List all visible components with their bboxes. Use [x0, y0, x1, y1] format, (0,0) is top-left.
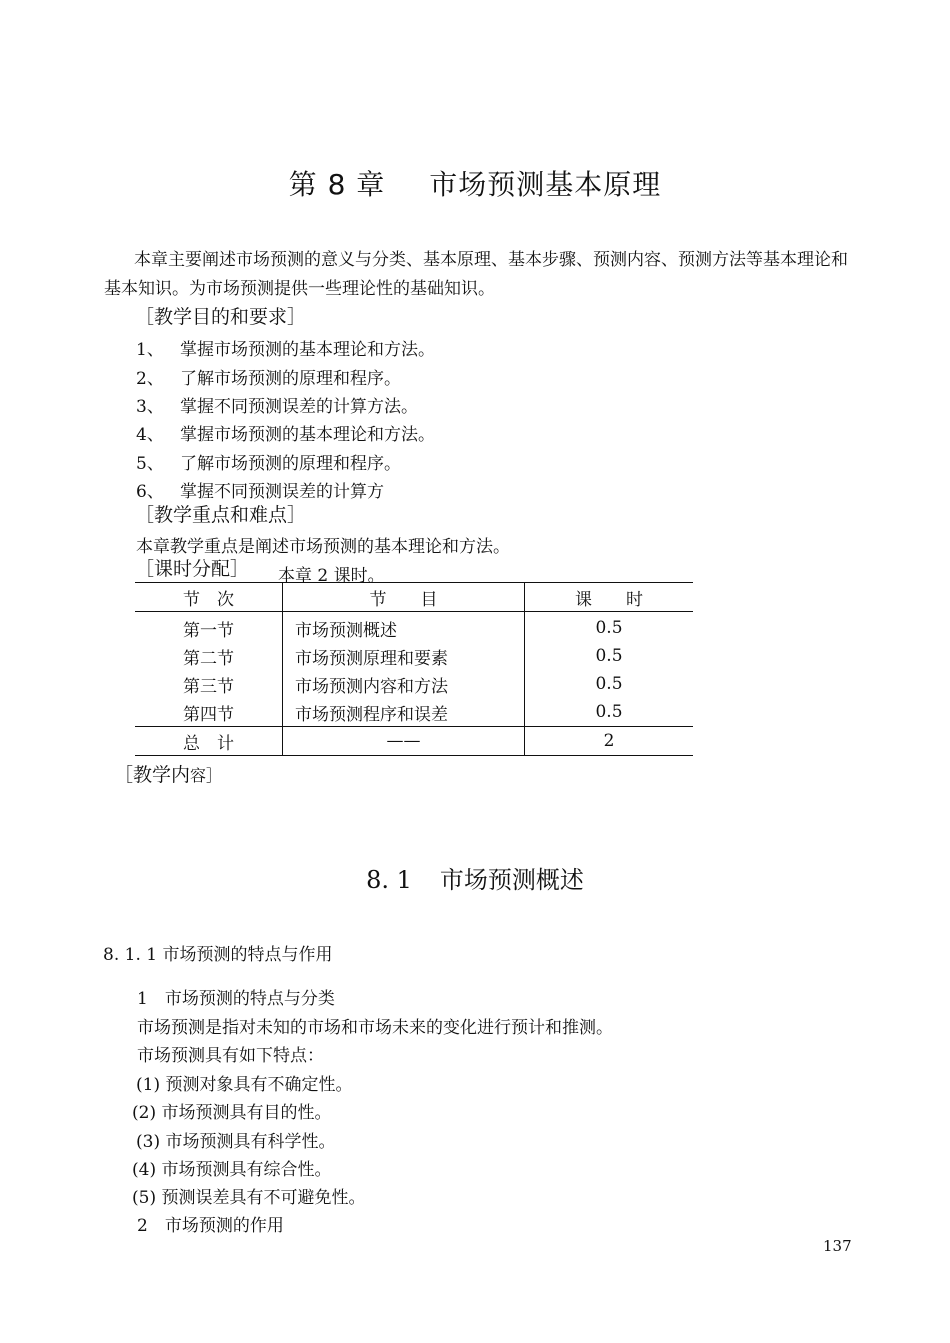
schedule-table: [135, 582, 693, 756]
objective-item: 6、 掌握不同预测误差的计算方: [136, 482, 384, 502]
table-header-row: [135, 583, 693, 612]
objective-item: 5、 了解市场预测的原理和程序。: [136, 454, 401, 474]
objective-item: 3、 掌握不同预测误差的计算方法。: [136, 397, 418, 417]
column-header: 课 时: [525, 583, 694, 612]
feature-item: (1) 预测对象具有不确定性。: [136, 1075, 353, 1095]
section-title: 8. 1 市场预测概述: [366, 866, 584, 894]
table-row: 第四节 市场预测程序和误差 0.5: [135, 698, 693, 727]
feature-item: (2) 市场预测具有目的性。: [132, 1103, 332, 1123]
page-number: 137: [823, 1237, 852, 1255]
chapter-number: 第 8 章: [288, 168, 386, 201]
table-total-row: 总 计 —— 2: [135, 727, 693, 756]
key-points-text: 本章教学重点是阐述市场预测的基本理论和方法。: [136, 537, 510, 557]
objective-item: 1、 掌握市场预测的基本理论和方法。: [136, 340, 435, 360]
chapter-name: 市场预测基本原理: [429, 168, 662, 201]
objectives-heading: ［教学目的和要求］: [135, 306, 307, 328]
objective-item: 4、 掌握市场预测的基本理论和方法。: [136, 425, 435, 445]
schedule-note: 本章 2 课时。: [278, 566, 385, 586]
table-row: 第二节 市场预测原理和要素 0.5: [135, 642, 693, 670]
chapter-title: [0, 163, 950, 203]
key-points-heading: ［教学重点和难点］: [135, 504, 307, 526]
feature-item: (3) 市场预测具有科学性。: [136, 1132, 336, 1152]
definition-text: 市场预测是指对未知的市场和市场未来的变化进行预计和推测。: [137, 1018, 613, 1038]
feature-item: (4) 市场预测具有综合性。: [132, 1160, 332, 1180]
content-heading: ［教学内容］: [114, 764, 223, 786]
schedule-heading: ［课时分配］: [135, 558, 250, 580]
subsection-title: 8. 1. 1 市场预测的特点与作用: [103, 945, 333, 965]
table-row: 第一节 市场预测概述 0.5: [135, 612, 693, 643]
objective-item: 2、 了解市场预测的原理和程序。: [136, 369, 401, 389]
point-heading: 1 市场预测的特点与分类: [137, 989, 335, 1009]
intro-paragraph: 本章主要阐述市场预测的意义与分类、基本原理、基本步骤、预测内容、预测方法等基本理论和基本知识。为市场预测提供一些理论性的基础知识。: [104, 250, 848, 299]
column-header: 节 次: [135, 583, 283, 612]
column-header: 节 目: [283, 583, 525, 612]
table-row: 第三节 市场预测内容和方法 0.5: [135, 670, 693, 698]
point-heading: 2 市场预测的作用: [137, 1216, 284, 1236]
features-intro: 市场预测具有如下特点：: [137, 1046, 324, 1066]
feature-item: (5) 预测误差具有不可避免性。: [132, 1188, 366, 1208]
